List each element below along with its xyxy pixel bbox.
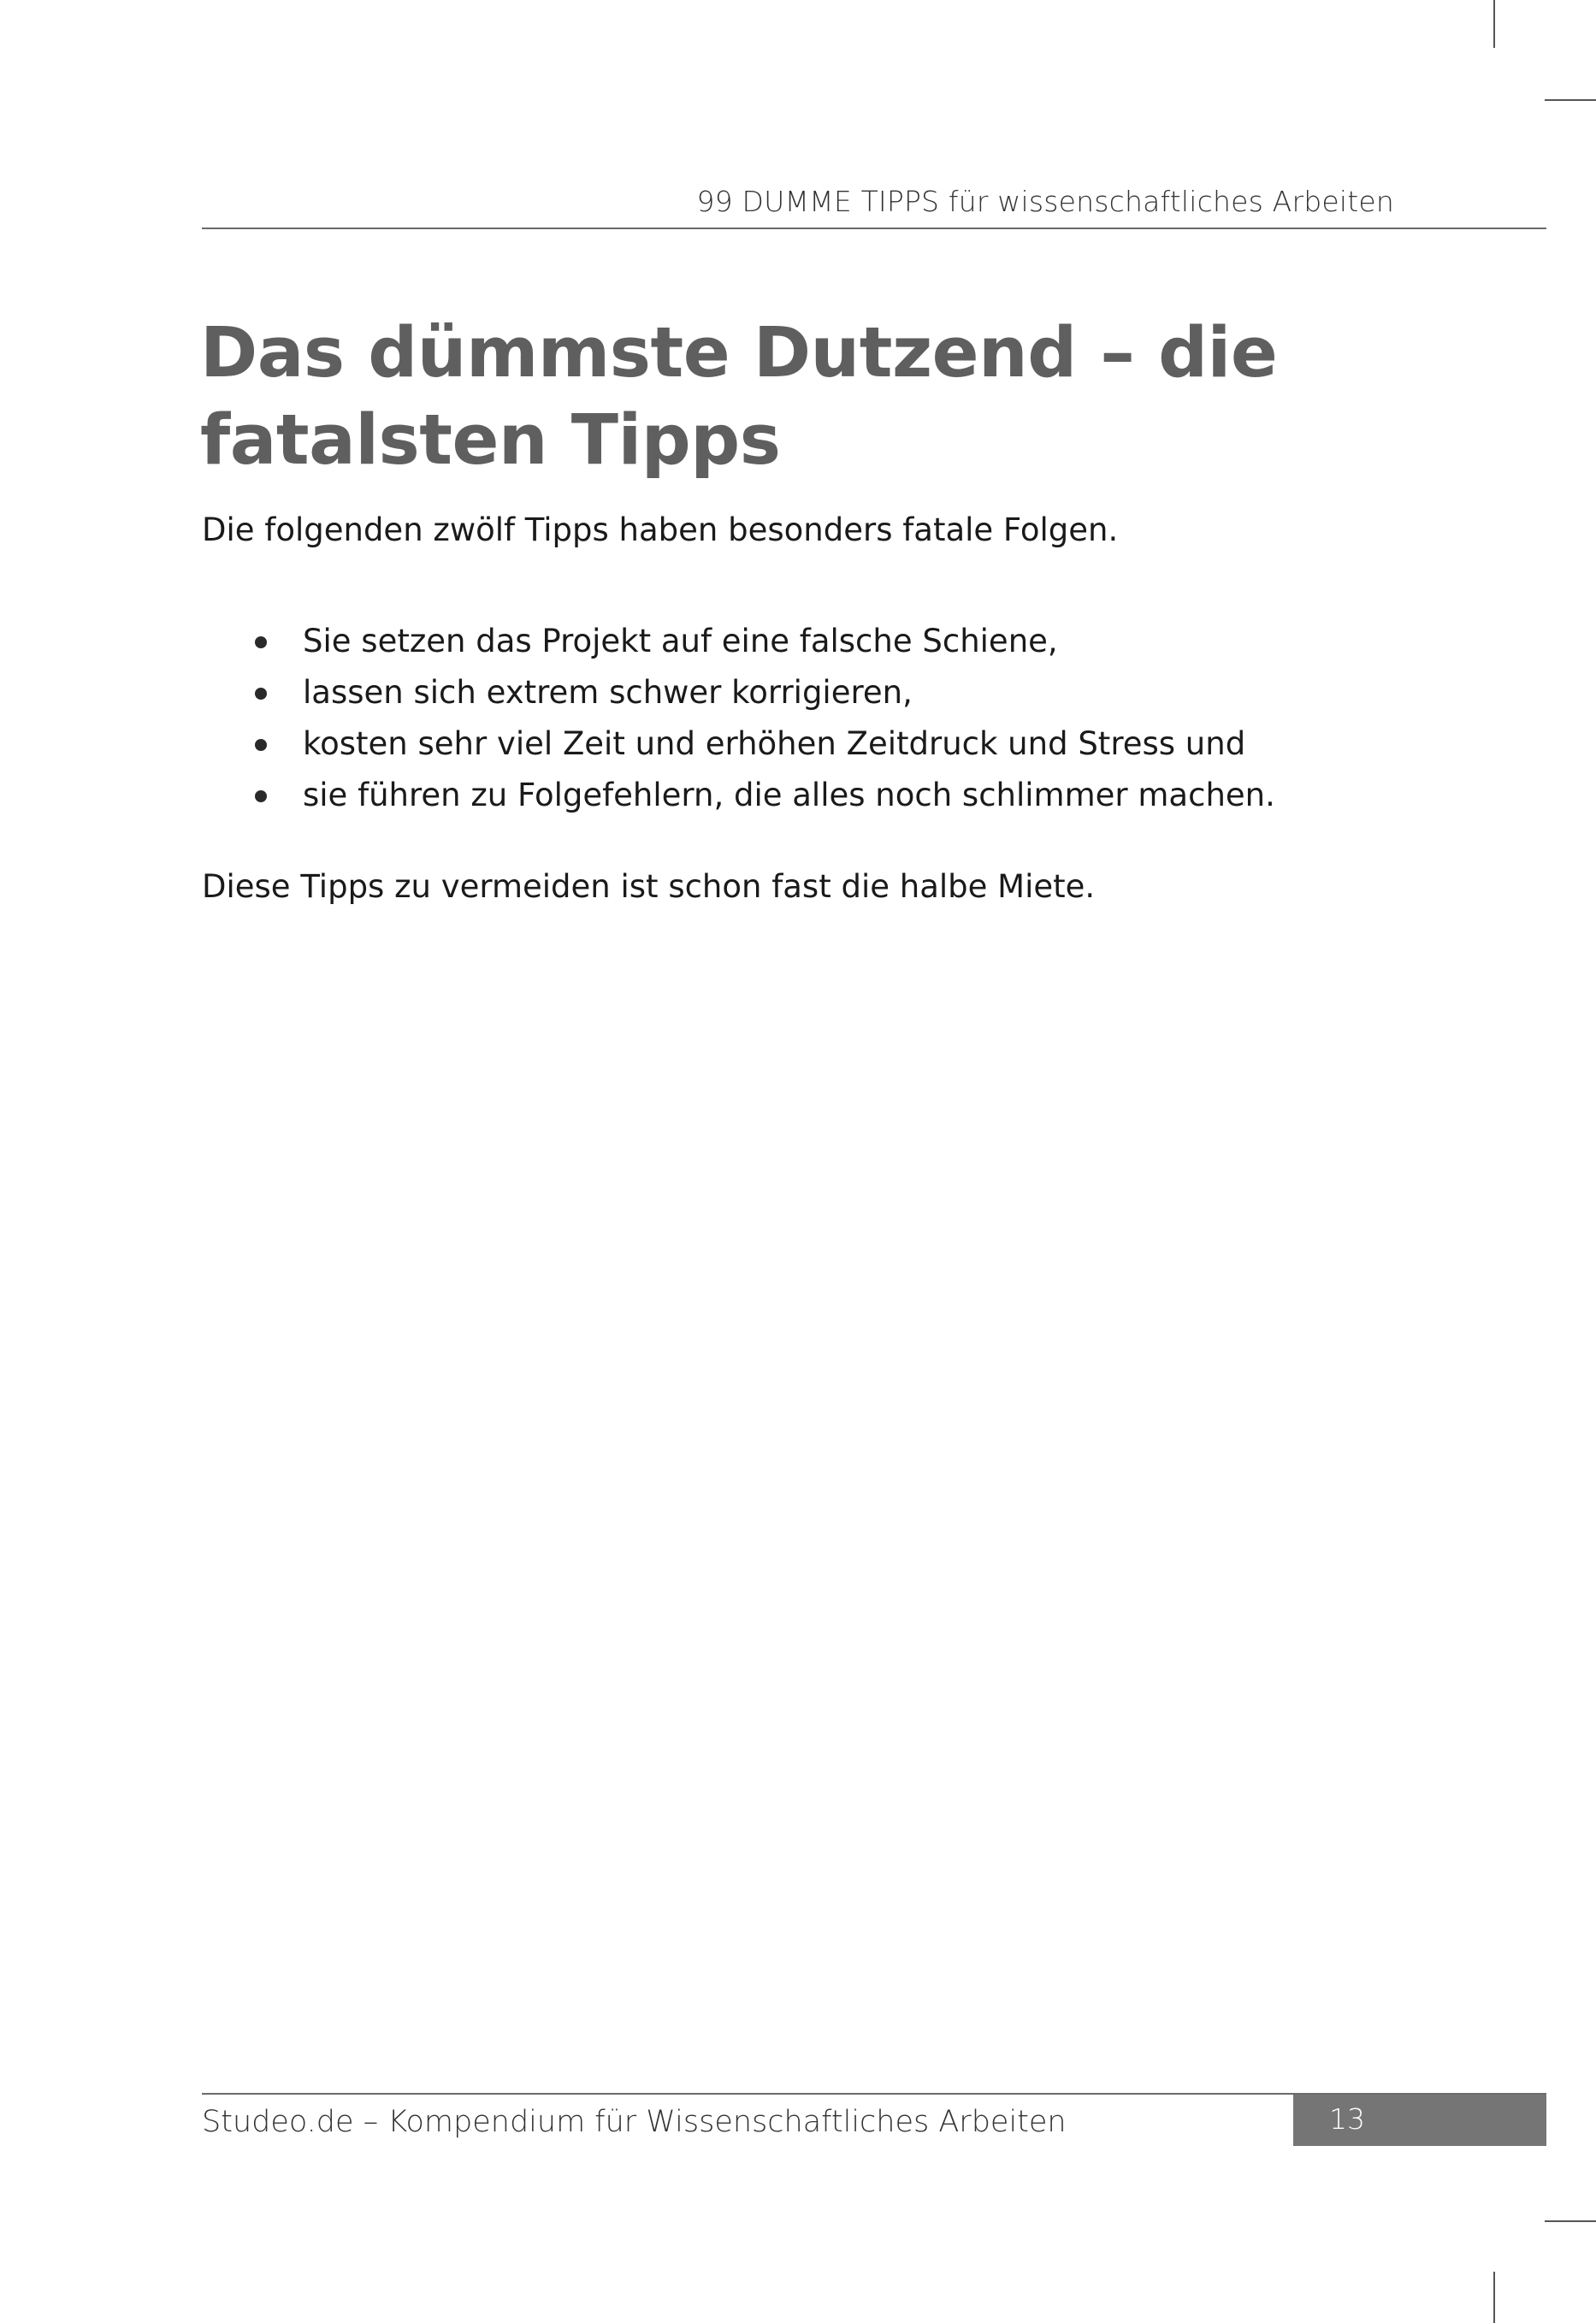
running-footer bbox=[202, 2093, 1546, 2148]
bullet-list bbox=[202, 619, 1275, 825]
crop-mark-bottom-right-horizontal bbox=[1545, 2220, 1596, 2222]
bullet-dot-icon bbox=[255, 790, 267, 802]
crop-mark-top-right-vertical bbox=[1493, 0, 1495, 48]
page-title-line-1: Das dümmste Dutzend – die bbox=[200, 313, 1278, 393]
bullet-dot-icon bbox=[255, 636, 267, 648]
list-item bbox=[202, 671, 1275, 722]
intro-paragraph: Die folgenden zwölf Tipps haben besonders fatale Folgen. bbox=[202, 511, 1119, 548]
crop-mark-bottom-right-vertical bbox=[1493, 2272, 1495, 2323]
page-title bbox=[200, 310, 1398, 484]
list-item-text: lassen sich extrem schwer korrigieren, bbox=[303, 674, 913, 711]
bullet-dot-icon bbox=[255, 739, 267, 751]
list-item bbox=[202, 773, 1275, 825]
list-item-text: Sie setzen das Projekt auf eine falsche Schiene, bbox=[303, 623, 1058, 659]
closing-paragraph: Diese Tipps zu vermeiden ist schon fast die halbe Miete. bbox=[202, 868, 1096, 905]
crop-mark-top-right-horizontal bbox=[1545, 99, 1596, 101]
page-number: 13 bbox=[1329, 2102, 1365, 2136]
page-title-line-2: fatalsten Tipps bbox=[200, 400, 781, 481]
footer-publisher-text: Studeo.de – Kompendium für Wissenschaftliches Arbeiten bbox=[202, 2105, 1067, 2139]
bullet-dot-icon bbox=[255, 688, 267, 700]
list-item-text: kosten sehr viel Zeit und erhöhen Zeitdruck und Stress und bbox=[303, 725, 1246, 762]
page-number-box bbox=[1293, 2095, 1546, 2146]
list-item bbox=[202, 722, 1275, 773]
running-header-title: 99 DUMME TIPPS für wissenschaftliches Arbeiten bbox=[696, 185, 1394, 218]
running-header bbox=[202, 183, 1546, 229]
list-item bbox=[202, 619, 1275, 671]
list-item-text: sie führen zu Folgefehlern, die alles noch schlimmer machen. bbox=[303, 777, 1275, 813]
